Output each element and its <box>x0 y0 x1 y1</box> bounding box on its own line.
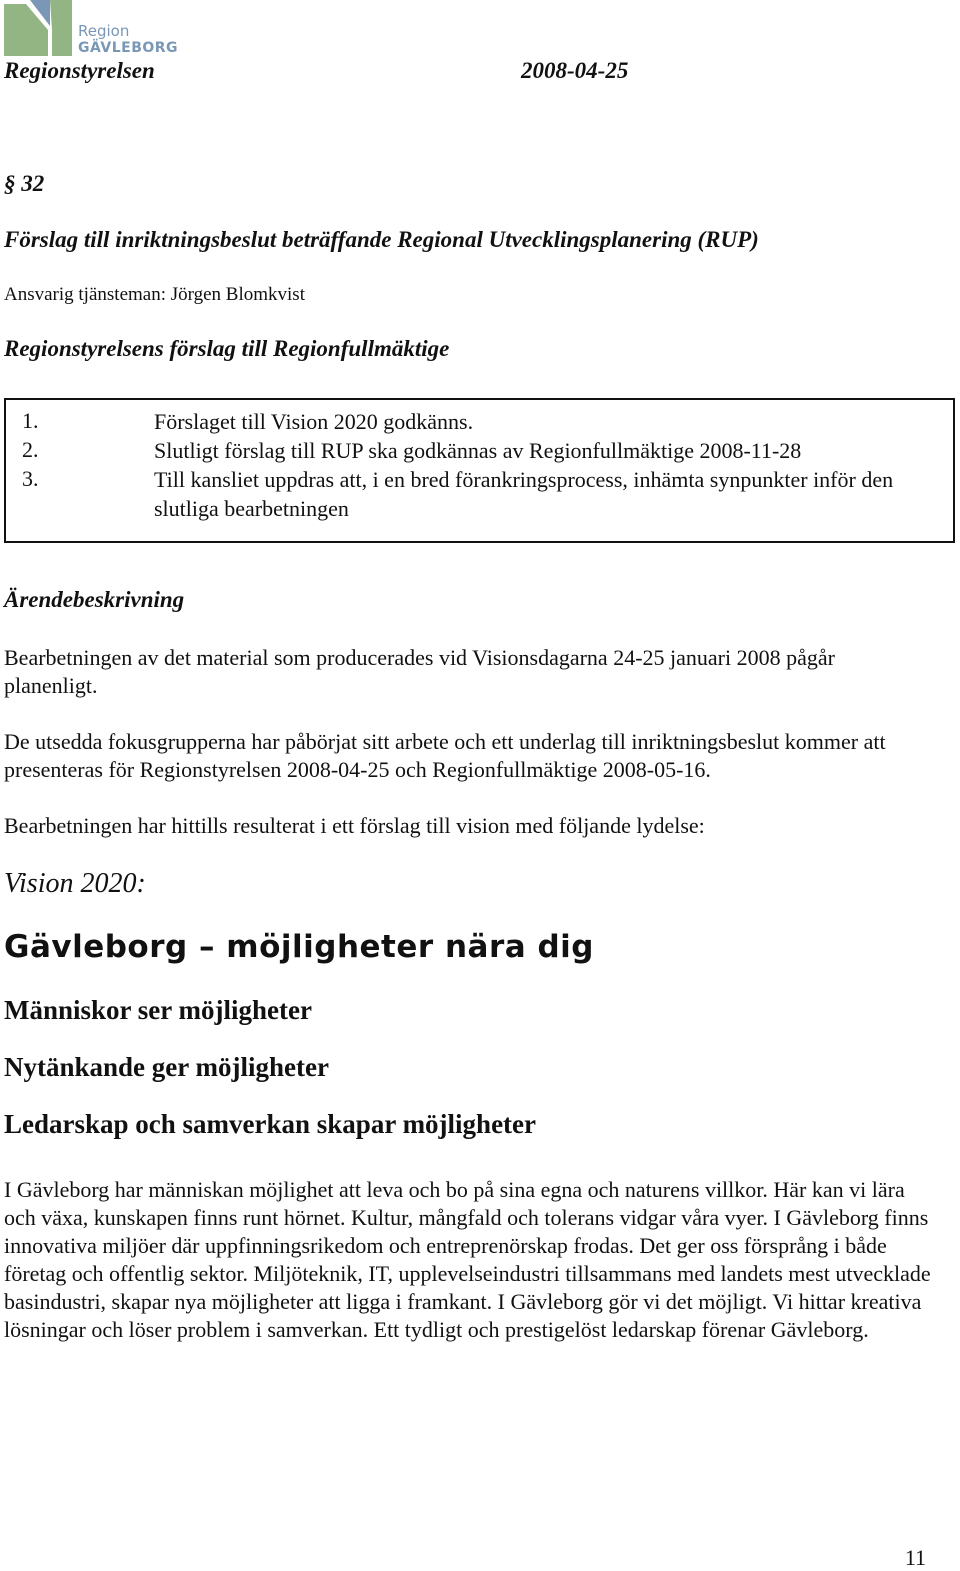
responsible-officer: Ansvarig tjänsteman: Jörgen Blomkvist <box>4 284 305 305</box>
header-date: 2008-04-25 <box>521 58 629 83</box>
proposal-text-1: Förslaget till Vision 2020 godkänns. <box>154 409 474 434</box>
page-number: 11 <box>904 1545 926 1570</box>
description-heading: Ärendebeskrivning <box>4 587 185 612</box>
logo-text-region: Region <box>78 22 130 40</box>
vision-subheading-2: Nytänkande ger möjligheter <box>4 1052 329 1082</box>
proposal-text-2: Slutligt förslag till RUP ska godkännas av Regionfullmäktige 2008-11-28 <box>154 438 802 463</box>
description-paragraph-1: Bearbetningen av det material som producerades vid Visionsdagarna 24-25 januari 2008 pågår planenligt. <box>4 645 835 698</box>
vision-label: Vision 2020: <box>4 868 146 899</box>
proposal-number-3: 3. <box>22 466 39 491</box>
section-title: Förslag till inriktningsbeslut beträffande Regional Utvecklingsplanering (RUP) <box>4 227 759 252</box>
section-number: § 32 <box>4 171 45 196</box>
logo-text-gavleborg: GÄVLEBORG <box>78 40 179 56</box>
proposal-text-3: Till kansliet uppdras att, i en bred förankringsprocess, inhämta synpunkter inför den slutliga bearbetningen <box>154 467 894 521</box>
proposal-box <box>4 398 955 543</box>
proposal-number-2: 2. <box>22 437 39 462</box>
vision-slogan: Gävleborg – möjligheter nära dig <box>4 929 594 965</box>
header-org: Regionstyrelsen <box>4 58 155 83</box>
vision-text: I Gävleborg har människan möjlighet att leva och bo på sina egna och naturens villkor. Här kan vi lära och växa, kunskapen finns runt hörnet. Kultur, mångfald och tolerans vidgar våra vyer. I Gävleborg finns innovativa miljöer där uppfinningsrikedom och entreprenörskap frodas. Det ger oss försprång i både företag och offentlig sektor. Miljöteknik, IT, upplevelseindustri tillsammans med landets mest utvecklade basindustri, skapar nya möjligheter att ligga i framkant. I Gävleborg gör vi det möjligt. Vi hittar kreativa lösningar och löser problem i samverkan. Ett tydligt och prestigelöst ledarskap förenar Gävleborg. <box>4 1177 931 1342</box>
proposal-heading: Regionstyrelsens förslag till Regionfullmäktige <box>4 336 450 361</box>
vision-subheading-3: Ledarskap och samverkan skapar möjligheter <box>4 1109 537 1139</box>
proposal-number-1: 1. <box>22 408 39 433</box>
description-paragraph-3: Bearbetningen har hittills resulterat i ett förslag till vision med följande lydelse: <box>4 813 705 838</box>
vision-subheading-1: Människor ser möjligheter <box>4 995 312 1025</box>
description-paragraph-2: De utsedda fokusgrupperna har påbörjat sitt arbete och ett underlag till inriktningsbeslut kommer att presenteras för Regionstyrelsen 2008-04-25 och Regionfullmäktige 2008-05-16. <box>4 729 886 782</box>
